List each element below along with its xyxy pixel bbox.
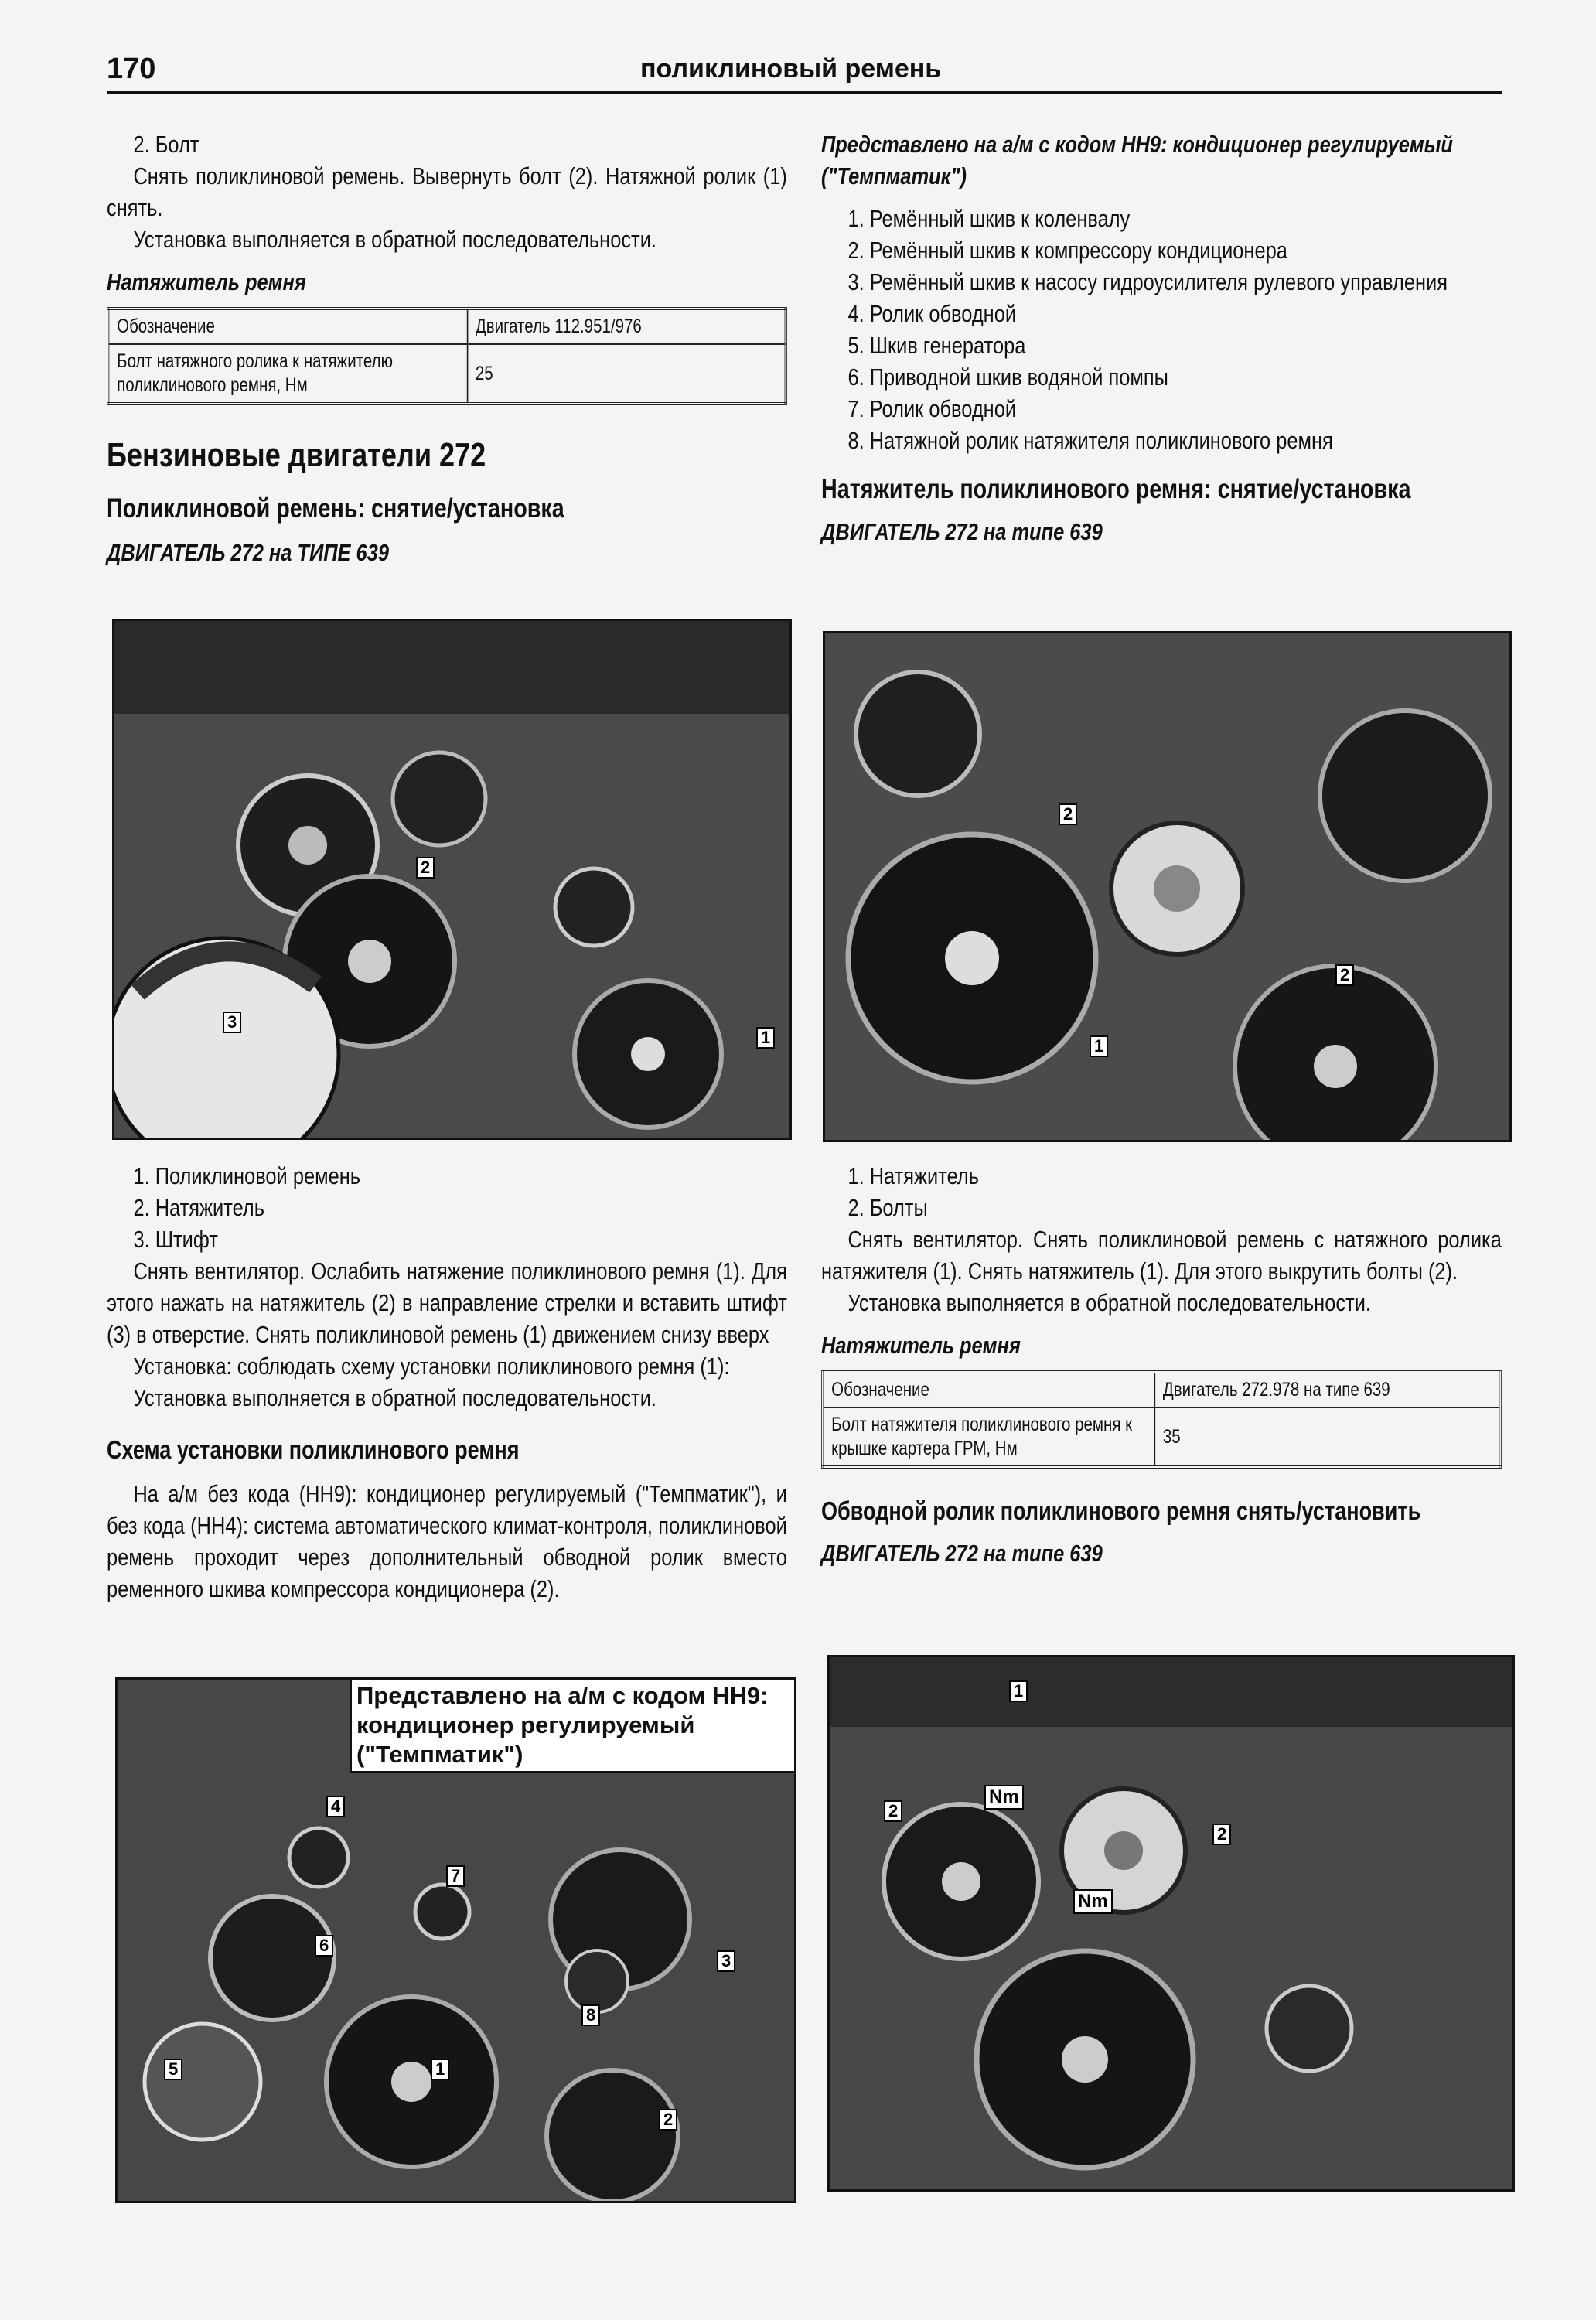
paragraph: Установка выполняется в обратной последовательности. (847, 1289, 1371, 1316)
caption-item: 1. Натяжитель (847, 1162, 979, 1189)
paragraph: Установка выполняется в обратной последовательности. (133, 226, 656, 253)
engine-label: ДВИГАТЕЛЬ 272 на типе 639 (821, 1540, 1103, 1567)
legend-item: 8. Натяжной ролик натяжителя поликлинового ремня (847, 427, 1333, 454)
torque-table (821, 1370, 1502, 1469)
table-cell: 35 (1154, 1407, 1500, 1467)
photo-label: 1 (1009, 1680, 1028, 1702)
engine-label: ДВИГАТЕЛЬ 272 на ТИПЕ 639 (107, 539, 389, 566)
engine-illustration (825, 633, 1509, 1140)
paragraph: Снять вентилятор. Снять поликлиновой ремень с натяжного ролика натяжителя (1). Снять натяжитель (1). Для этого выкрутить болты (2). (821, 1226, 1502, 1285)
table-header: Двигатель 112.951/976 (467, 309, 786, 344)
intro-note: Представлено на а/м с кодом НН9: кондиционер регулируемый ("Темпматик") (821, 131, 1453, 189)
photo-label: 2 (1059, 803, 1077, 825)
table-title: Натяжитель ремня (107, 268, 306, 295)
legend-item: 6. Приводной шкив водяной помпы (847, 363, 1168, 391)
photo-label: 2 (416, 857, 435, 879)
engine-photo-belt (112, 619, 792, 1140)
engine-photo-idler (827, 1655, 1515, 2192)
photo-label: 1 (1090, 1035, 1108, 1057)
photo-label: 8 (581, 2004, 600, 2026)
caption-item: 3. Штифт (133, 1226, 218, 1253)
subsection-title: Натяжитель поликлинового ремня: снятие/установка (821, 474, 1411, 504)
photo-label: 2 (1212, 1824, 1231, 1845)
caption-item: 2. Болты (847, 1194, 928, 1221)
engine-illustration (114, 621, 789, 1138)
table-title: Натяжитель ремня (821, 1332, 1021, 1359)
photo-label: 2 (884, 1800, 902, 1822)
page-number: 170 (107, 53, 156, 85)
table-cell: 25 (467, 344, 786, 404)
legend-item: 5. Шкив генератора (847, 332, 1026, 359)
photo-label: 2 (659, 2109, 677, 2131)
legend-item: 3. Ремённый шкив к насосу гидроусилителя рулевого управления (847, 268, 1448, 295)
paragraph: Установка: соблюдать схему установки поликлинового ремня (1): (133, 1353, 730, 1380)
photo-label: 7 (446, 1865, 465, 1887)
photo-label: 3 (717, 1950, 735, 1972)
engine-photo-tensioner (823, 631, 1512, 1142)
torque-nm-label: Nm (1073, 1889, 1113, 1914)
photo-label: 4 (326, 1796, 345, 1817)
table-header: Обозначение (108, 309, 468, 344)
photo-label: 1 (431, 2059, 449, 2080)
photo-label: 5 (164, 2059, 182, 2080)
table-header: Обозначение (823, 1372, 1155, 1407)
legend-item: 4. Ролик обводной (847, 300, 1017, 327)
table-cell: Болт натяжного ролика к натяжителю поликлинового ремня, Нм (108, 344, 468, 404)
photo-label: 2 (1335, 964, 1354, 986)
paragraph: Снять поликлиновой ремень. Вывернуть болт (2). Натяжной ролик (1) снять. (107, 162, 787, 221)
right-top-text (821, 128, 1502, 548)
photo-label: 3 (223, 1012, 241, 1033)
torque-table (107, 307, 787, 405)
subsection-title: Обводной ролик поликлинового ремня снять/установить (821, 1496, 1421, 1525)
legend-item: 1. Ремённый шкив к коленвалу (847, 205, 1130, 232)
legend-item: 2. Ремённый шкив к компрессору кондиционера (847, 237, 1287, 264)
paragraph: Установка выполняется в обратной последовательности. (133, 1384, 656, 1411)
table-cell: Болт натяжителя поликлинового ремня к крышке картера ГРМ, Нм (823, 1407, 1155, 1467)
torque-nm-label: Nm (984, 1785, 1024, 1810)
paragraph: На а/м без кода (НН9): кондиционер регулируемый ("Темпматик"), и без кода (НН4): система автоматического климат-контроля, поликлиновой ремень проходит через дополнительный обводной ролик вместо ременного шкива компрессора кондиционера (2). (107, 1480, 787, 1602)
engine-illustration (830, 1657, 1512, 2189)
engine-photo-scheme (115, 1677, 796, 2203)
photo-overlay-caption: Представлено на а/м с кодом НН9: кондиционер регулируемый ("Темпматик") (350, 1680, 794, 1773)
caption-item: 1. Поликлиновой ремень (133, 1162, 360, 1189)
section-title: Бензиновые двигатели 272 (107, 436, 486, 474)
engine-label: ДВИГАТЕЛЬ 272 на типе 639 (821, 518, 1103, 545)
paragraph: Снять вентилятор. Ослабить натяжение поликлинового ремня (1). Для этого нажать на натяжитель (2) в направление стрелки и вставить штифт (3) в отверстие. Снять поликлиновой ремень (1) движением снизу вверх (107, 1257, 787, 1348)
header-rule (107, 91, 1502, 94)
scheme-title: Схема установки поликлинового ремня (107, 1435, 520, 1464)
left-section-heads (107, 436, 787, 568)
list-item: 2. Болт (133, 131, 200, 158)
legend-item: 7. Ролик обводной (847, 395, 1017, 422)
running-title: поликлиновый ремень (640, 54, 942, 84)
photo-label: 1 (756, 1027, 775, 1049)
photo-label: 6 (315, 1935, 333, 1957)
right-body-text (821, 1160, 1502, 1569)
left-top-text (107, 128, 787, 405)
table-header: Двигатель 272.978 на типе 639 (1154, 1372, 1500, 1407)
left-body-text (107, 1160, 787, 1605)
caption-item: 2. Натяжитель (133, 1194, 264, 1221)
subsection-title: Поликлиновой ремень: снятие/установка (107, 493, 564, 524)
